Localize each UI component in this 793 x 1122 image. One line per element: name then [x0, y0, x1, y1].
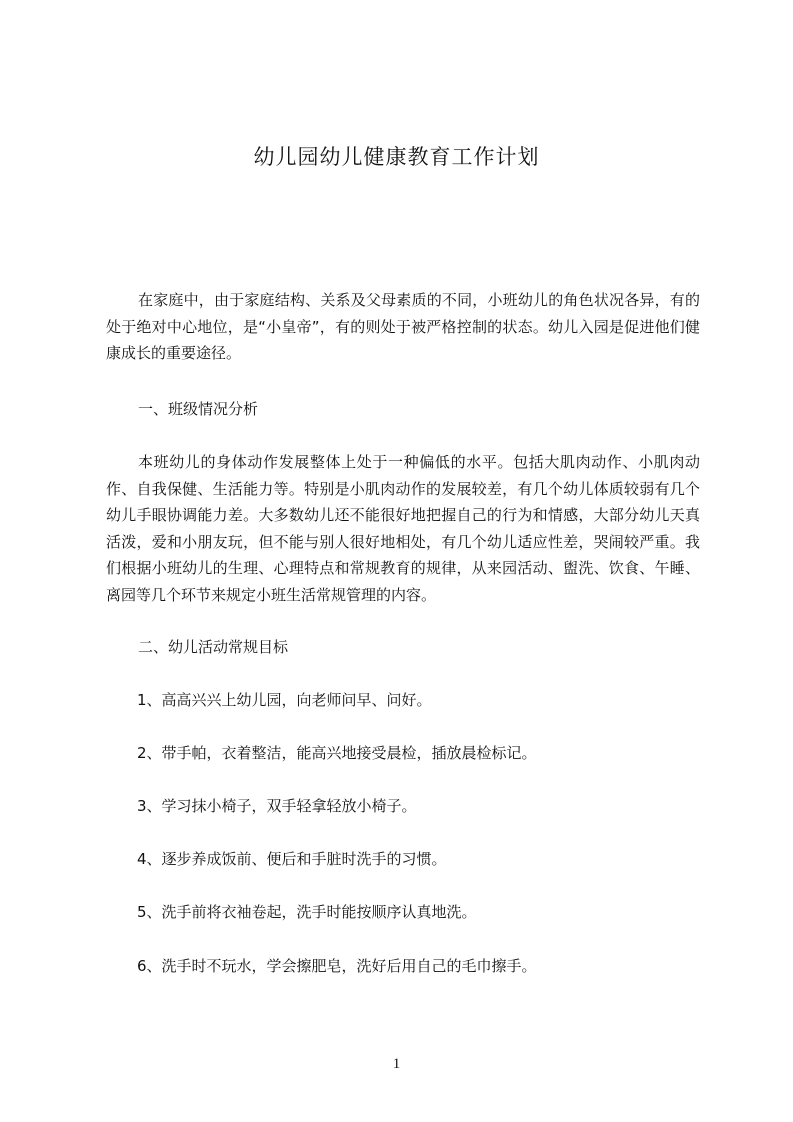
- goal-list-item: 2、带手帕，衣着整洁，能高兴地接受晨检，插放晨检标记。: [137, 744, 537, 762]
- section-heading-class-analysis: 一、班级情况分析: [138, 400, 259, 418]
- document-title: 幼儿园幼儿健康教育工作计划: [253, 145, 540, 169]
- goal-list-item: 1、高高兴兴上幼儿园，向老师问早、问好。: [137, 691, 432, 709]
- goal-list-item: 3、学习抹小椅子，双手轻拿轻放小椅子。: [137, 797, 417, 815]
- intro-paragraph: 在家庭中，由于家庭结构、关系及父母素质的不同，小班幼儿的角色状况各异，有的处于绝对中心地位，是“小皇帝”，有的则处于被严格控制的状态。幼儿入园是促进他们健康成长的重要途径。: [106, 291, 700, 362]
- goal-list-item: 6、洗手时不玩水，学会擦肥皂，洗好后用自己的毛巾擦手。: [137, 957, 537, 975]
- goal-list-item: 4、逐步养成饭前、便后和手脏时洗手的习惯。: [137, 850, 447, 868]
- goal-list-item: 5、洗手前将衣袖卷起，洗手时能按顺序认真地洗。: [137, 903, 477, 921]
- class-analysis-paragraph: 本班幼儿的身体动作发展整体上处于一种偏低的水平。包括大肌肉动作、小肌肉动作、自我保健、生活能力等。特别是小肌肉动作的发展较差，有几个幼儿体质较弱有几个幼儿手眼协调能力差。大多数幼儿还不能很好地把握自己的行为和情感，大部分幼儿天真活泼，爱和小朋友玩，但不能与别人很好地相处，有几个幼儿适应性差，哭闹较严重。我们根据小班幼儿的生理、心理特点和常规教育的规律，从来园活动、盥洗、饮食、午睡、离园等几个环节来规定小班生活常规管理的内容。: [106, 453, 700, 604]
- section-heading-activity-goals: 二、幼儿活动常规目标: [138, 638, 289, 656]
- page-number: 1: [392, 1056, 401, 1072]
